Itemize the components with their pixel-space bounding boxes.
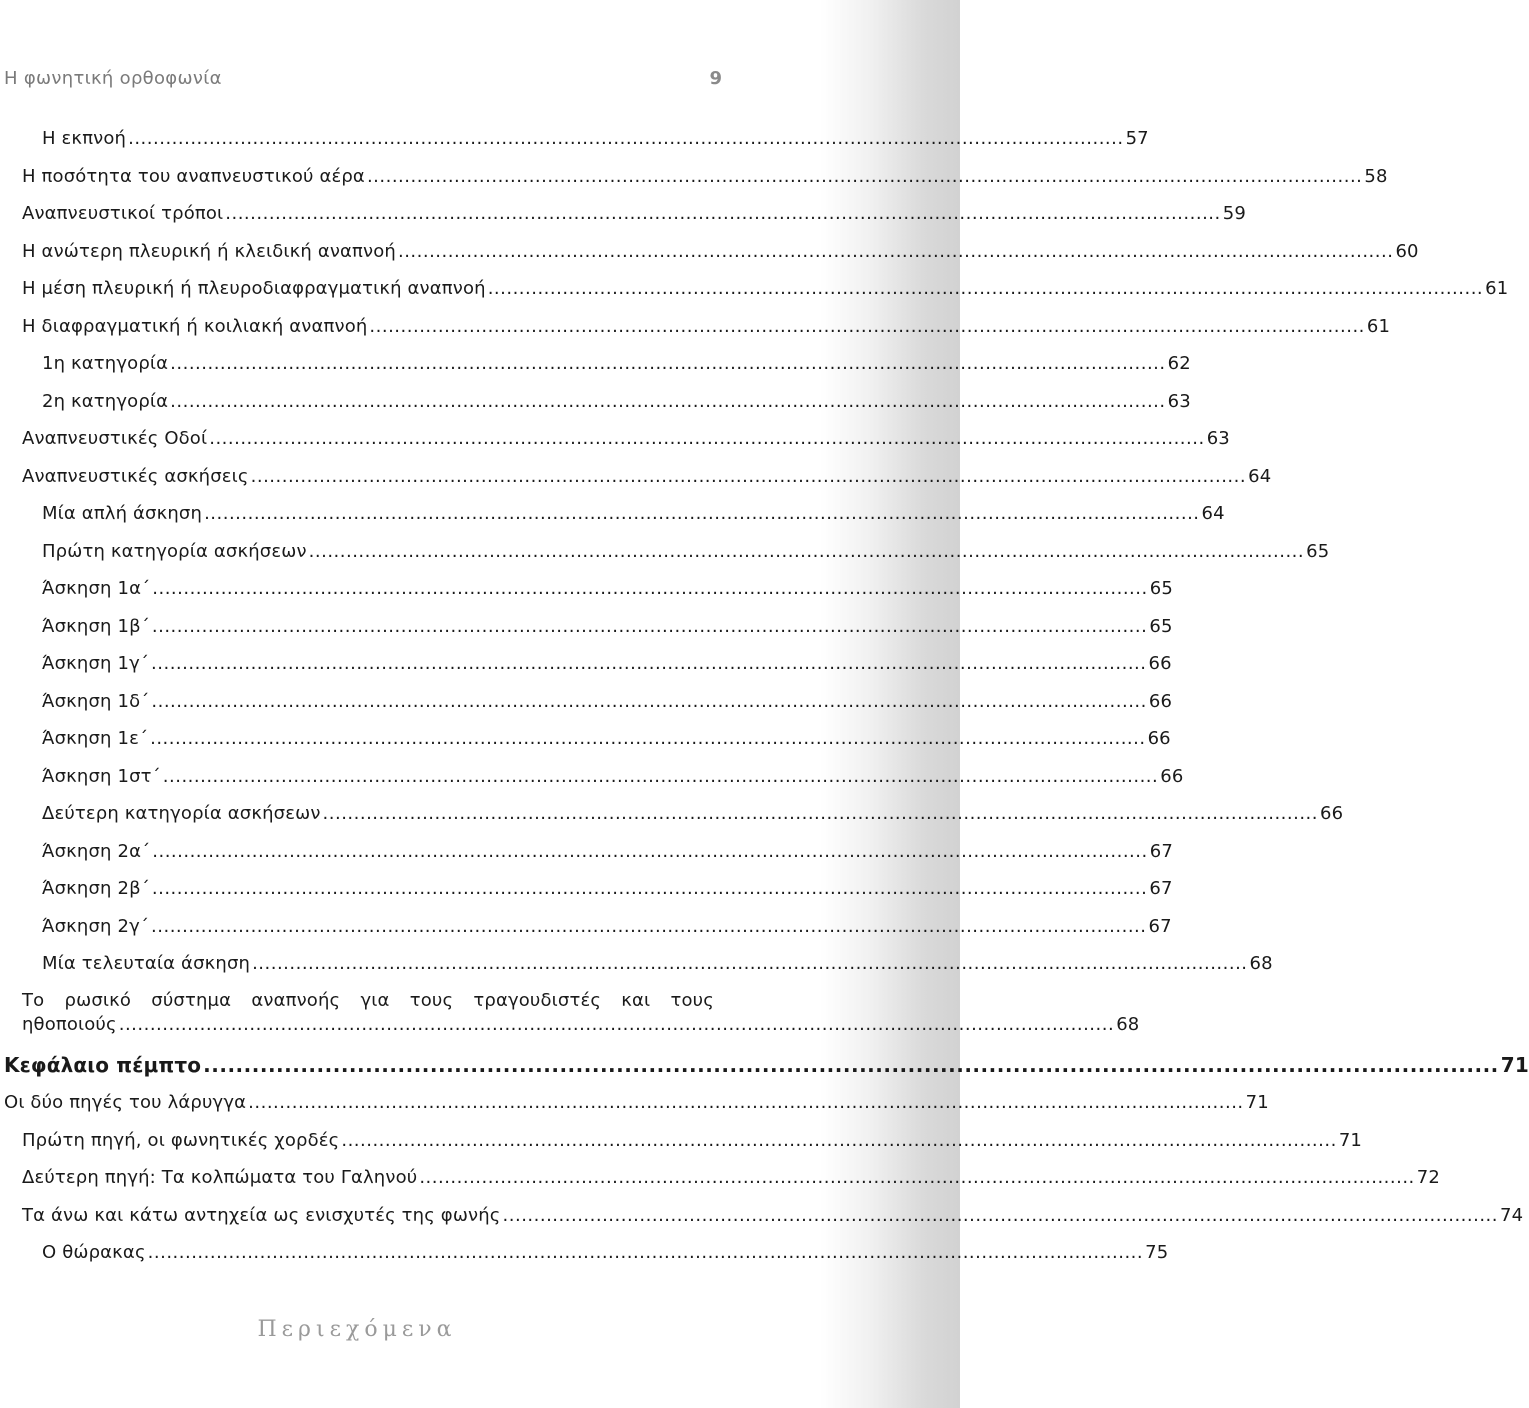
toc-dot-leader: ................................................................................................................................................................ [487, 278, 1484, 299]
toc-entry-label: Μία απλή άσκηση [42, 503, 203, 524]
toc-entry-page: 61 [1366, 315, 1391, 337]
toc-entry[interactable] [0, 458, 1272, 496]
toc-word: και [621, 989, 651, 1011]
toc-entry-label: Δεύτερη κατηγορία ασκήσεων [42, 803, 321, 824]
toc-word: για [360, 989, 390, 1011]
toc-entry[interactable] [0, 945, 1273, 983]
toc-entry-label: Άσκηση 2β΄ [42, 878, 150, 899]
toc-dot-leader: ................................................................................................................................................................ [225, 203, 1221, 224]
toc-entry[interactable] [0, 570, 1173, 608]
toc-dot-leader: ................................................................................................................................................................ [502, 1204, 1498, 1226]
toc-dot-leader: ................................................................................................................................................................ [150, 728, 1146, 749]
toc-entry[interactable] [0, 233, 1419, 271]
toc-dot-leader: ................................................................................................................................................................ [250, 465, 1247, 487]
toc-chapter-heading[interactable] [0, 1047, 1529, 1085]
toc-entry[interactable] [0, 158, 1388, 196]
toc-dot-leader: ................................................................................................................................................................ [322, 803, 1318, 824]
toc-entry-label: Η μέση πλευρική ή πλευροδιαφραγματική αναπνοή [22, 278, 486, 299]
toc-entry-page: 75 [1145, 1242, 1169, 1263]
toc-entry-label: Άσκηση 1δ΄ [42, 690, 150, 712]
toc-chapter-label: Κεφάλαιο πέμπτο [4, 1052, 202, 1077]
toc-dot-leader: ................................................................................................................................................................ [341, 1129, 1337, 1151]
toc-entry-page: 66 [1148, 653, 1172, 674]
toc-dot-leader: ................................................................................................................................................................ [147, 1242, 1144, 1263]
toc-entry-label: Άσκηση 2α΄ [42, 840, 151, 862]
toc-entry-page: 68 [1116, 1013, 1140, 1035]
toc-entry-label: Αναπνευστικοί τρόποι [22, 203, 224, 224]
toc-entry[interactable] [0, 645, 1172, 683]
toc-entry-label: Άσκηση 1α΄ [42, 578, 151, 599]
toc-entry-page: 72 [1416, 1167, 1440, 1188]
page-footer: Περιεχόμενα [257, 1317, 457, 1342]
toc-entry[interactable] [0, 345, 1191, 383]
toc-entry[interactable] [0, 195, 1246, 233]
toc-dot-leader: ................................................................................................................................................................ [369, 315, 1365, 337]
toc-chapter-page: 71 [1500, 1052, 1529, 1077]
toc-dot-leader: ................................................................................................................................................................ [419, 1167, 1415, 1188]
toc-dot-leader: ................................................................................................................................................................ [209, 428, 1205, 449]
toc-entry-page: 74 [1500, 1204, 1524, 1226]
toc-word: τους [409, 989, 454, 1011]
toc-entry-page: 66 [1148, 690, 1173, 712]
toc-entry-label: Οι δύο πηγές του λάρυγγα [4, 1092, 247, 1113]
toc-dot-leader: ................................................................................................................................................................ [152, 840, 1148, 862]
toc-entry[interactable] [0, 908, 1172, 946]
toc-entry-label: Αναπνευστικές ασκήσεις [22, 465, 249, 487]
toc-entry-page: 64 [1201, 503, 1225, 524]
toc-dot-leader: ................................................................................................................................................................ [151, 915, 1147, 937]
book-title: Η φωνητική ορθοφωνία [4, 68, 222, 89]
table-of-contents [0, 120, 1529, 1272]
toc-entry-page: 67 [1148, 915, 1172, 937]
toc-word: αναπνοής [251, 989, 341, 1011]
toc-dot-leader: ................................................................................................................................................................ [162, 765, 1159, 787]
toc-entry-label: Ο θώρακας [42, 1242, 146, 1263]
toc-entry[interactable] [0, 1084, 1269, 1122]
toc-entry-label: Πρώτη πηγή, οι φωνητικές χορδές [22, 1129, 340, 1151]
toc-dot-leader: ................................................................................................................................................................ [151, 690, 1147, 712]
toc-entry[interactable] [0, 270, 1509, 308]
toc-entry-page: 64 [1248, 465, 1272, 487]
toc-entry-page: 58 [1364, 165, 1388, 187]
toc-entry[interactable] [0, 795, 1344, 833]
toc-dot-leader: ................................................................................................................................................................ [366, 165, 1363, 187]
toc-entry-page: 67 [1149, 878, 1173, 899]
toc-entry-label: Αναπνευστικές Οδοί [22, 428, 208, 449]
toc-dot-leader: ................................................................................................................................................................ [152, 578, 1148, 599]
toc-entry-page: 62 [1167, 353, 1191, 374]
toc-entry-page: 57 [1125, 128, 1149, 149]
toc-word: τους [670, 989, 714, 1011]
toc-entry-label: 1η κατηγορία [42, 353, 169, 374]
toc-entry[interactable] [0, 758, 1184, 796]
toc-entry-label: Η ανώτερη πλευρική ή κλειδική αναπνοή [22, 240, 396, 262]
toc-entry[interactable] [0, 420, 1230, 458]
running-header [4, 68, 722, 98]
toc-entry-line1 [22, 989, 714, 1013]
toc-entry-page: 63 [1167, 390, 1191, 412]
toc-dot-leader: ................................................................................................................................................................ [151, 615, 1148, 637]
toc-entry[interactable] [0, 495, 1225, 533]
toc-entry-page: 60 [1395, 240, 1419, 262]
toc-dot-leader: ................................................................................................................................................................ [204, 503, 1200, 524]
toc-word: τραγουδιστές [473, 989, 602, 1011]
toc-entry-label: Δεύτερη πηγή: Τα κολπώματα του Γαληνού [22, 1167, 418, 1188]
toc-entry-page: 65 [1149, 578, 1173, 599]
toc-entry[interactable] [0, 120, 1149, 158]
toc-entry-page: 63 [1206, 428, 1230, 449]
toc-entry[interactable] [0, 383, 1191, 421]
toc-dot-leader: ................................................................................................................................................................ [170, 353, 1166, 374]
toc-entry-page: 65 [1149, 615, 1173, 637]
toc-entry-page: 65 [1306, 540, 1330, 562]
toc-entry[interactable] [0, 308, 1391, 346]
toc-entry-label: Τα άνω και κάτω αντηχεία ως ενισχυτές της φωνής [22, 1204, 501, 1226]
toc-entry[interactable] [0, 1159, 1440, 1197]
toc-dot-leader: ................................................................................................................................................................ [170, 390, 1166, 412]
toc-entry-label: Άσκηση 1ε΄ [42, 728, 149, 749]
toc-word: ρωσικό [64, 989, 132, 1011]
page-number: 9 [709, 68, 722, 89]
toc-entry[interactable] [0, 1197, 1524, 1235]
toc-entry-label: Η εκπνοή [42, 128, 127, 149]
toc-entry-label: 2η κατηγορία [42, 390, 169, 412]
toc-entry-page: 66 [1147, 728, 1171, 749]
toc-entry-page: 68 [1249, 953, 1273, 974]
toc-entry-page: 66 [1320, 803, 1344, 824]
toc-entry[interactable] [0, 870, 1173, 908]
toc-dot-leader: ................................................................................................................................................................ [151, 653, 1147, 674]
toc-dot-leader: ................................................................................................................................................................ [203, 1052, 1499, 1077]
toc-entry-label: Πρώτη κατηγορία ασκήσεων [42, 540, 307, 562]
toc-entry-label: Άσκηση 2γ΄ [42, 915, 150, 937]
toc-entry[interactable] [0, 833, 1173, 871]
toc-entry-label: Άσκηση 1β΄ [42, 615, 150, 637]
toc-dot-leader: ................................................................................................................................................................ [128, 128, 1124, 149]
toc-entry[interactable] [0, 608, 1173, 646]
toc-entry-wrapped[interactable] [0, 983, 1140, 1047]
toc-entry-label: Μία τελευταία άσκηση [42, 953, 251, 974]
toc-entry[interactable] [0, 720, 1171, 758]
toc-entry-label: ηθοποιούς [22, 1013, 117, 1035]
toc-dot-leader: ................................................................................................................................................................ [308, 540, 1305, 562]
toc-entry-label: Η ποσότητα του αναπνευστικού αέρα [22, 165, 365, 187]
toc-word: Το [22, 989, 45, 1011]
toc-entry-line2 [22, 1013, 1140, 1037]
toc-word: σύστημα [151, 989, 232, 1011]
toc-entry-label: Άσκηση 1γ΄ [42, 653, 150, 674]
toc-entry[interactable] [0, 533, 1330, 571]
toc-entry-label: Η διαφραγματική ή κοιλιακή αναπνοή [22, 315, 368, 337]
toc-entry-page: 59 [1222, 203, 1246, 224]
toc-entry[interactable] [0, 1234, 1169, 1272]
toc-entry-label: Άσκηση 1στ΄ [42, 765, 161, 787]
toc-dot-leader: ................................................................................................................................................................ [252, 953, 1248, 974]
toc-entry-page: 61 [1485, 278, 1509, 299]
toc-entry[interactable] [0, 1122, 1363, 1160]
toc-entry-page: 71 [1338, 1129, 1363, 1151]
toc-entry-page: 67 [1149, 840, 1173, 862]
toc-dot-leader: ................................................................................................................................................................ [248, 1092, 1244, 1113]
toc-entry-page: 71 [1245, 1092, 1269, 1113]
toc-dot-leader: ................................................................................................................................................................ [397, 240, 1394, 262]
toc-entry-page: 66 [1160, 765, 1184, 787]
toc-dot-leader: ................................................................................................................................................................ [118, 1013, 1115, 1035]
toc-entry[interactable] [0, 683, 1173, 721]
toc-dot-leader: ................................................................................................................................................................ [151, 878, 1148, 899]
